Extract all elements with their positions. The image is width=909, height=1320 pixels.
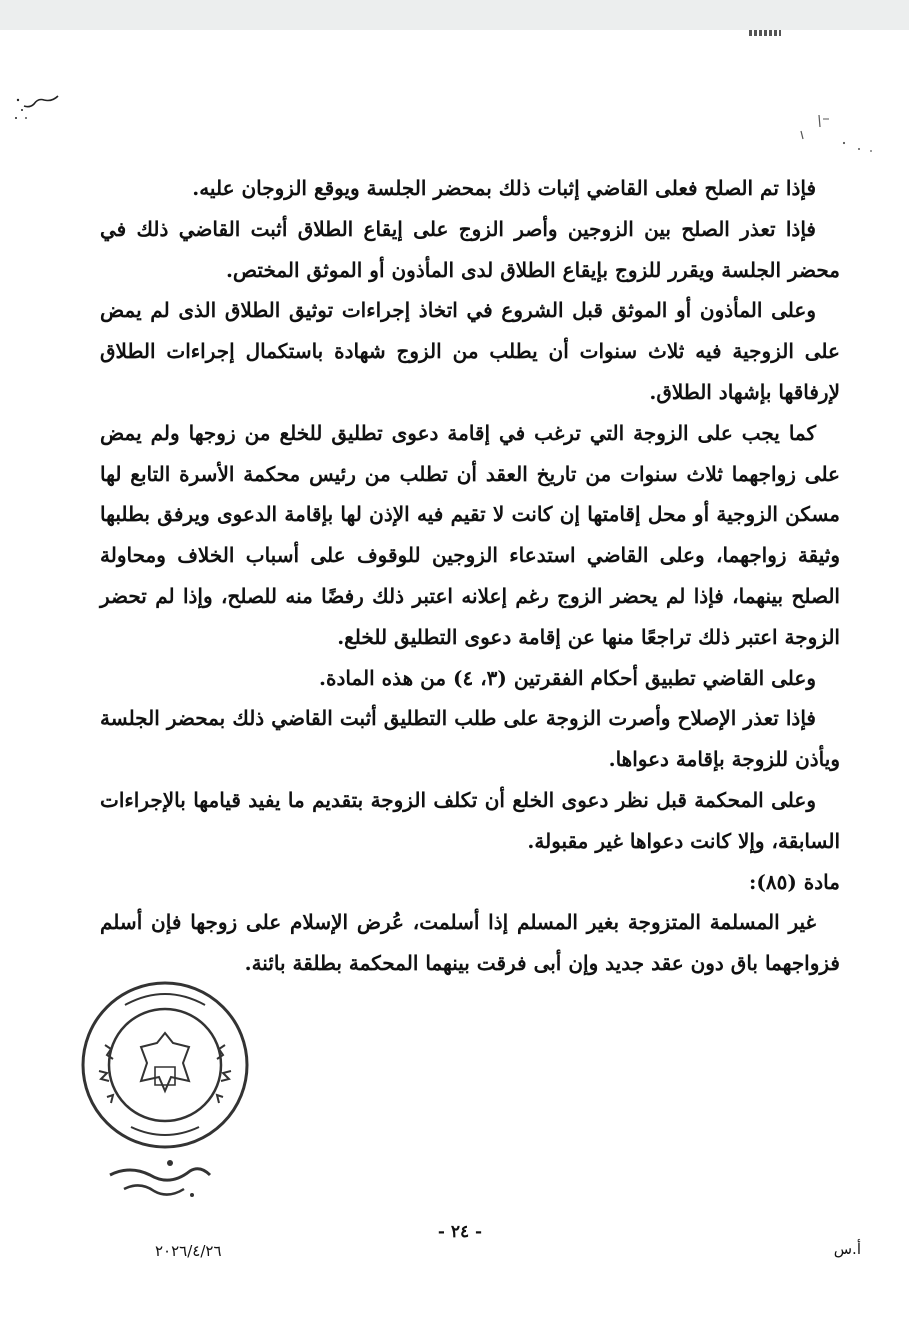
paragraph: وعلى القاضي تطبيق أحكام الفقرتين (٣، ٤) من هذه المادة.	[319, 665, 816, 690]
footer-date: ٢٠٢٦/٤/٢٦	[155, 1242, 222, 1260]
paragraph: وعلى المأذون أو الموثق قبل الشروع في اتخاذ إجراءات توثيق الطلاق الذى لم يمض على الزوجية فيه ثلاث سنوات أن يطلب من الزوج شهادة باستكمال إجراءات الطلاق لإرفاقها بإشهاد الطلاق.	[100, 298, 840, 404]
paragraph: فإذا تعذر الصلح بين الزوجين وأصر الزوج على إيقاع الطلاق أثبت القاضي ذلك في محضر الجلسة ويقرر للزوج بإيقاع الطلاق لدى المأذون أو الموثق المختص.	[100, 216, 840, 282]
handwritten-marks-icon	[789, 105, 879, 165]
handwritten-scribble-icon	[10, 88, 70, 124]
paragraph: وعلى المحكمة قبل نظر دعوى الخلع أن تكلف الزوجة بتقديم ما يفيد قيامها بالإجراءات السابقة، وإلا كانت دعواها غير مقبولة.	[100, 787, 840, 853]
paragraph: كما يجب على الزوجة التي ترغب في إقامة دعوى تطليق للخلع من زوجها ولم يمض على زواجهما ثلاث سنوات من تاريخ العقد أن تطلب من رئيس محكمة الأسرة التابع لها مسكن الزوجية أو محل إقامتها إن كانت لا تقيم فيه الإذن لها بإقامة الدعوى ويرفق بطلبها وثيقة زواجهما، وعلى القاضي استدعاء الزوجين للوقوف على أسباب الخلاف ومحاولة الصلح بينهما، فإذا لم يحضر الزوج رغم إعلانه اعتبر ذلك رفضًا منه للصلح، وإذا لم تحضر الزوجة اعتبر ذلك تراجعًا منها عن إقامة دعوى التطليق للخلع.	[100, 420, 840, 649]
document-body	[100, 168, 840, 984]
paragraph: فإذا تم الصلح فعلى القاضي إثبات ذلك بمحضر الجلسة ويوقع الزوجان عليه.	[192, 176, 816, 200]
page-number: - ٢٤ -	[437, 1222, 483, 1242]
footer-initials: أ.س	[833, 1240, 861, 1258]
paragraph: فإذا تعذر الإصلاح وأصرت الزوجة على طلب التطليق أثبت القاضي ذلك بمحضر الجلسة ويأذن للزوجة بإقامة دعواها.	[100, 706, 840, 772]
ink-smudge-icon	[100, 1145, 220, 1205]
scan-mark	[749, 30, 781, 36]
article-heading: مادة (٨٥):	[749, 869, 840, 894]
scan-top-bar	[0, 0, 909, 30]
article-text: غير المسلمة المتزوجة بغير المسلم إذا أسلمت، عُرض الإسلام على زوجها فإن أسلم فزواجهما باق دون عقد جديد وإن أبى فرقت بينهما المحكمة بطلقة بائنة.	[100, 910, 840, 976]
official-seal-icon	[75, 975, 255, 1155]
